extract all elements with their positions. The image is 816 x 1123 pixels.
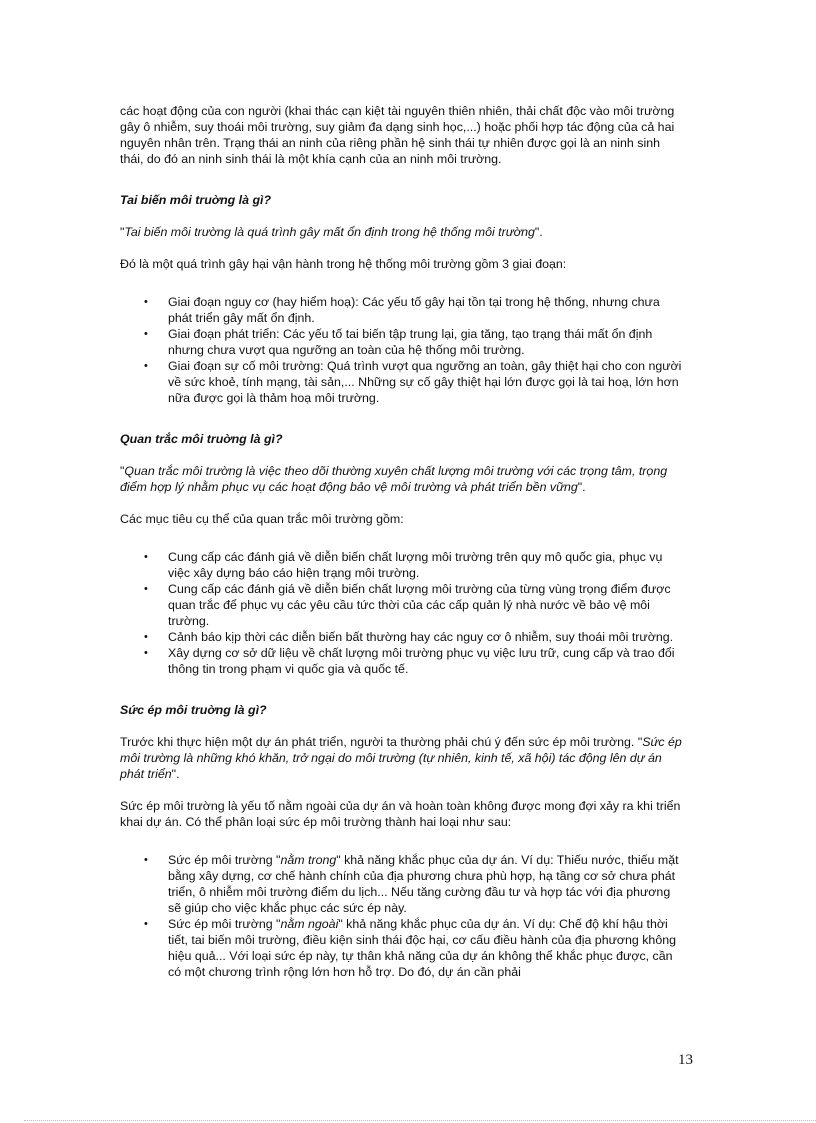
bullet-icon: • xyxy=(144,631,148,643)
list-item-text: Sức ép môi trường " xyxy=(168,917,281,931)
list-item-text: Giai đoạn phát triển: Các yếu tố tai biến tập trung lại, gia tăng, tạo trạng thái mất ổn định nhưng chưa vượt qua ngưỡng an toàn của hệ thống môi trường. xyxy=(168,327,653,357)
page-content xyxy=(120,103,686,980)
section-lead: Đó là một quá trình gây hại vận hành trong hệ thống môi trường gồm 3 giai đoạn: xyxy=(120,257,567,271)
quote-text: Tai biến môi trường là quá trình gây mất ổn định trong hệ thống môi trường xyxy=(124,225,535,239)
quote-text: Quan trắc môi trường là việc theo dõi thường xuyên chất lượng môi trường với các trọng tâm, trọng điểm hợp lý nhằm phục vụ các hoạt động bảo vệ môi trường và phát triển bền vững xyxy=(120,464,668,494)
bullet-icon: • xyxy=(144,296,148,308)
list-item-text: Cung cấp các đánh giá về diễn biến chất lượng môi trường của từng vùng trọng điểm được quan trắc để phục vụ các yêu cầu tức thời của các cấp quản lý nhà nước về bảo vệ môi trường. xyxy=(168,582,671,628)
quote-mark: " xyxy=(637,735,643,749)
bullet-list xyxy=(120,852,686,980)
page-bottom-divider xyxy=(24,1120,816,1121)
list-item xyxy=(144,294,686,326)
section-heading-quan-trac: Quan trắc môi truờng là gì? xyxy=(120,432,283,446)
bullet-list xyxy=(120,549,686,677)
list-item xyxy=(144,549,686,581)
section-heading-tai-bien: Tai biến môi truờng là gì? xyxy=(120,193,272,207)
quote-mark: ". xyxy=(171,767,180,781)
intro-text: Trước khi thực hiện một dự án phát triển, người ta thường phải chú ý đến sức ép môi trường. xyxy=(120,735,638,749)
bullet-icon: • xyxy=(144,918,148,930)
list-item-text: " khả năng khắc phục của dự án. Ví dụ: Thiếu nước, thiếu mặt bằng xây dựng, cơ chế hành chính của địa phương chưa phù hợp, hạ tầng cơ sở chưa phát triển, ô nhiễm môi trường điểm du lịch... Nếu tăng cường đầu tư và hợp tác với địa phương sẽ giúp cho việc khắc phục các sức ép này. xyxy=(168,853,679,915)
definition-quote xyxy=(120,463,686,495)
list-item xyxy=(144,326,686,358)
list-item-emphasis: nằm ngoài xyxy=(280,917,339,931)
bullet-icon: • xyxy=(144,583,148,595)
bullet-icon: • xyxy=(144,854,148,866)
bullet-icon: • xyxy=(144,647,148,659)
list-item-text: " khả năng khắc phục của dự án. Ví dụ: Chế độ khí hậu thời tiết, tai biến môi trường, điều kiện sinh thái độc hại, cơ cấu điều hành của địa phương không hiệu quả... Với loại sức ép này, tự thân khả năng của dự án không thể khắc phục được, cần có một chương trình rộng lớn hơn hỗ trợ. Do đó, dự án cần phải xyxy=(168,917,676,979)
list-item xyxy=(144,916,686,980)
list-item xyxy=(144,852,686,916)
page-number: 13 xyxy=(678,1052,693,1068)
quote-mark: " xyxy=(120,225,125,239)
bullet-icon: • xyxy=(144,328,148,340)
list-item-text: Giai đoạn nguy cơ (hay hiểm hoạ): Các yếu tố gây hại tồn tại trong hệ thống, nhưng chưa phát triển gây mất ổn định. xyxy=(168,295,660,325)
definition-quote xyxy=(120,224,686,240)
bullet-list xyxy=(120,294,686,406)
list-item-text: Sức ép môi trường " xyxy=(168,853,281,867)
list-item xyxy=(144,358,686,406)
quote-mark: " xyxy=(120,464,125,478)
list-item xyxy=(144,629,686,645)
quote-mark: ". xyxy=(534,225,543,239)
list-item-emphasis: nằm trong xyxy=(280,853,337,867)
list-item xyxy=(144,581,686,629)
list-item-text: Cung cấp các đánh giá về diễn biến chất lượng môi trường trên quy mô quốc gia, phục vụ việc xây dựng báo cáo hiện trạng môi trường. xyxy=(168,550,663,580)
list-item-text: Xây dựng cơ sở dữ liệu về chất lượng môi trường phục vụ việc lưu trữ, cung cấp và trao đổi thông tin trong phạm vi quốc gia và quốc tế. xyxy=(168,646,675,676)
section-lead: Các mục tiêu cụ thể của quan trắc môi trường gồm: xyxy=(120,512,404,526)
bullet-icon: • xyxy=(144,360,148,372)
section-heading-suc-ep: Sức ép môi truờng là gì? xyxy=(120,703,267,717)
intro-paragraph: các hoạt động của con người (khai thác cạn kiệt tài nguyên thiên nhiên, thải chất độc vào môi trường gây ô nhiễm, suy thoái môi trường, suy giảm đa dạng sinh học,...) hoặc phối hợp tác động của cả hai nguyên nhân trên. Trạng thái an ninh của riêng phần hệ sinh thái tự nhiên được gọi là an ninh sinh thái, do đó an ninh sinh thái là một khía cạnh của an ninh môi trường. xyxy=(120,104,675,166)
quote-mark: ". xyxy=(577,480,586,494)
list-item-text: Cảnh báo kịp thời các diễn biến bất thường hay các nguy cơ ô nhiễm, suy thoái môi trường. xyxy=(168,630,674,644)
quote-text: Sức ép môi trường là những khó khăn, trở ngại do môi trường (tự nhiên, kinh tế, xã hội) tác động lên dự án phát triển xyxy=(120,735,682,781)
section-intro xyxy=(120,734,686,782)
list-item-text: Giai đoạn sự cố môi trường: Quá trình vượt qua ngưỡng an toàn, gây thiệt hại cho con người về sức khoẻ, tính mạng, tài sản,... Những sự cố gây thiệt hại lớn được gọi là tai hoạ, lớn hơn nữa được gọi là thảm hoạ môi trường. xyxy=(168,359,682,405)
section-paragraph: Sức ép môi trường là yếu tố nằm ngoài của dự án và hoàn toàn không được mong đợi xảy ra khi triển khai dự án. Có thể phân loại sức ép môi trường thành hai loại như sau: xyxy=(120,799,681,829)
bullet-icon: • xyxy=(144,551,148,563)
list-item xyxy=(144,645,686,677)
